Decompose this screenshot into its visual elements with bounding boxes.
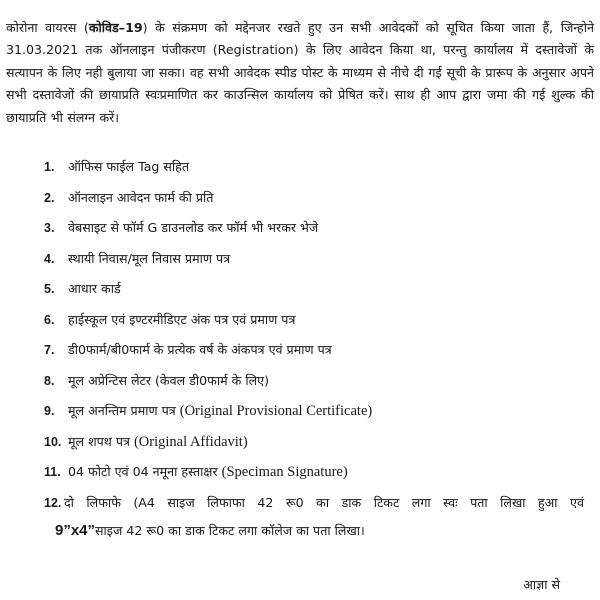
item-number: 12.: [44, 495, 62, 510]
item-text: डी0फार्म/बी0फार्म के प्रत्येक वर्ष के अंकपत्र एवं प्रमाण पत्र: [68, 342, 332, 357]
intro-text-part1: कोरोना वायरस (: [6, 19, 89, 35]
item-text-english: (Speciman Signature): [221, 464, 348, 480]
list-item: [44, 493, 590, 541]
item-text-continuation: [55, 521, 590, 541]
item-text: ऑनलाइन आवेदन फार्म की प्रति: [68, 189, 214, 205]
item-number: 6.: [44, 312, 55, 327]
item-number: 2.: [44, 190, 55, 205]
item-number: 4.: [44, 251, 55, 266]
item-text: [68, 403, 372, 418]
intro-paragraph: [6, 17, 594, 130]
item-text: आधार कार्ड: [68, 281, 121, 296]
item-text: [68, 434, 248, 449]
envelope-description: साइज 42 रू0 का डाक टिकट लगा कॉलेज का पता लिखा।: [95, 522, 365, 538]
list-item: [44, 188, 590, 219]
item-number: 10.: [44, 434, 62, 449]
item-number: 1.: [44, 160, 55, 174]
list-item: [44, 462, 590, 493]
list-item: [44, 340, 590, 371]
item-text: [68, 464, 348, 479]
envelope-size: 9”x4”: [55, 521, 96, 539]
item-text-english: (Original Provisional Certificate): [179, 403, 373, 419]
document-checklist: [44, 157, 590, 541]
list-item: [44, 401, 590, 432]
list-item: [44, 279, 590, 310]
item-text-hindi: 04 फोटो एवं 04 नमूना हस्ताक्षर: [68, 464, 222, 479]
list-item: [44, 432, 590, 463]
item-text: हाईस्कूल एवं इण्टरमीडिएट अंक पत्र एवं प्रमाण पत्र: [68, 311, 296, 327]
item-text: ऑफिस फाईल Tag सहित: [68, 159, 190, 174]
item-number: 11.: [44, 465, 61, 479]
item-number: 5.: [44, 282, 55, 296]
item-number: 8.: [44, 373, 55, 388]
intro-text-part2: ) के संक्रमण को मद्देनजर रखते हुए उन सभी आवेदकों को सूचित किया जाता हैं, जिन्होने 31.03.2021 तक ऑनलाइन पंजीकरण (Registration) के लिए आवेदन किया था, परन्तु कार्यालय में दस्तावेजों के सत्यापन के लिए नही बुलाया जा सका। वह सभी आवेदक स्पीड पोस्ट के माध्यम से नीचे दी गई सूची के प्रारूप के अनुसार अपने सभी दस्तावेजों की छायाप्रति स्वःप्रमाणित कर काउन्सिल कार्यालय को प्रेषित करें। साथ ही आप द्वारा जमा की गई शुल्क की छायाप्रति भी संलग्न करें।: [6, 19, 594, 125]
item-text: दो लिफाफे (A4 साइज लिफाफा 42 रू0 का डाक टिकट लगा स्वः पता लिखा हुआ एवं: [64, 494, 584, 510]
item-number: 3.: [44, 221, 55, 235]
item-text-hindi: मूल शपथ पत्र: [68, 433, 134, 449]
item-text: मूल अप्रेन्टिस लेटर (केवल डी0फार्म के लिए): [68, 372, 269, 388]
signoff-text: आज्ञा से: [523, 577, 560, 592]
covid-label: कोविड–19: [88, 19, 143, 35]
item-text: वेबसाइट से फॉर्म G डाउनलोड कर फॉर्म भी भरकर भेजे: [68, 220, 319, 235]
list-item: [44, 310, 590, 341]
item-number: 7.: [44, 343, 55, 357]
list-item: [44, 157, 590, 188]
list-item: [44, 218, 590, 249]
item-text-english: (Original Affidavit): [133, 433, 248, 450]
item-text: स्थायी निवास/मूल निवास प्रमाण पत्र: [68, 250, 231, 266]
item-number: 9.: [44, 404, 55, 418]
list-item: [44, 249, 590, 280]
item-text-hindi: मूल अनन्तिम प्रमाण पत्र: [68, 403, 180, 418]
list-item: [44, 371, 590, 402]
